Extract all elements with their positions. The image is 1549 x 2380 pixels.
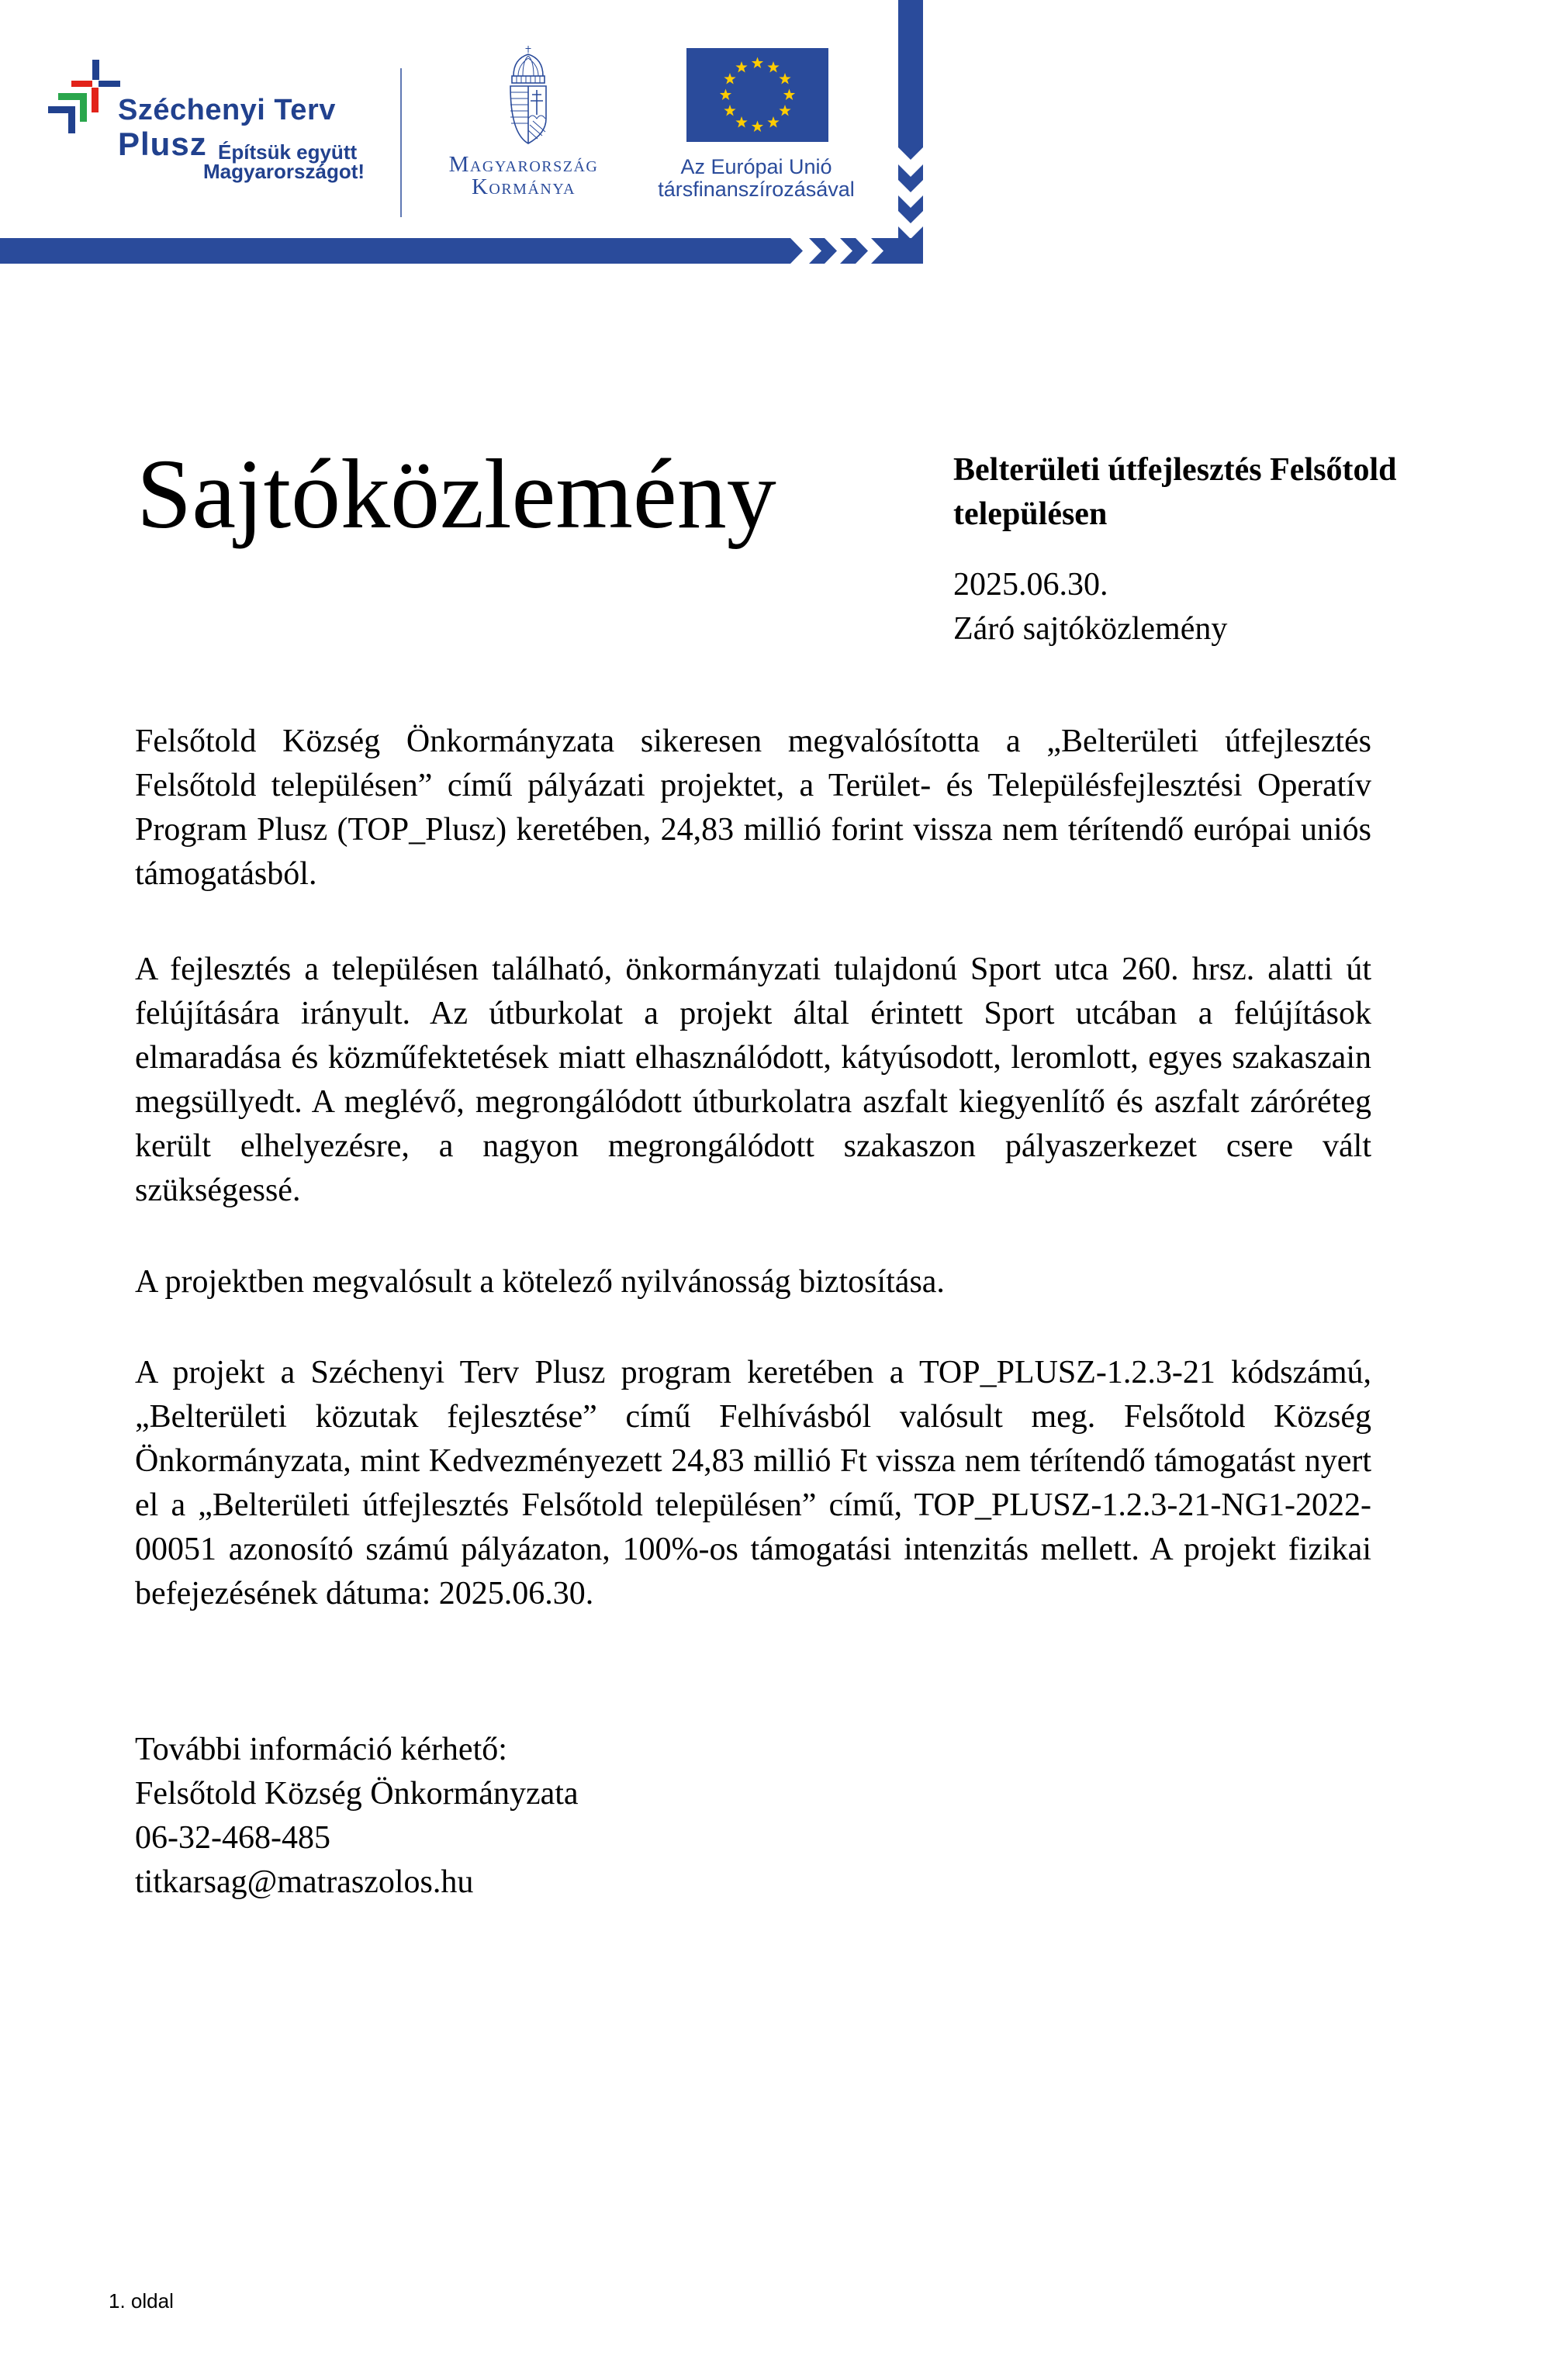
paragraph-details: A fejlesztés a településen található, önkormányzati tulajdonú Sport utca 260. hrsz. alatti út felújítására irányult. Az útburkolat a projekt által érintett Sport utcában a felújítások elmaradása és közműfektetések miatt elhasználódott, kátyúsodott, leromlott, egyes szakaszain megsüllyedt. A meglévő, megrongálódott útburkolatra aszfalt kiegyenlítő és aszfalt záróréteg került elhelyezésre, a nagyon megrongálódott szakaszon pályaszerkezet csere vált szükségessé. xyxy=(135,952,1371,1208)
eu-cofinancing-line2: társfinanszírozásával xyxy=(658,178,855,201)
government-label-line2: Kormánya xyxy=(471,174,576,199)
paragraph-lead: Felsőtold Község Önkormányzata sikeresen megvalósította a „Belterületi útfejlesztés Felsőtold településen” című pályázati projektet, a Terület- és Településfejlesztési Operatív Program Plusz (TOP_Plusz) keretében, 24,83 millió forint vissza nem térítendő európai uniós támogatásból. xyxy=(135,724,1371,892)
contact-organization: Felsőtold Község Önkormányzata xyxy=(135,1776,579,1812)
release-type: Záró sajtóközlemény xyxy=(953,611,1228,647)
contact-block xyxy=(135,1728,579,1905)
page-number-label: 1. oldal xyxy=(109,2289,174,2313)
szechenyi-logo-tagline2: Magyarországot! xyxy=(203,160,365,183)
szechenyi-logo-title-plusz: Plusz xyxy=(118,126,207,162)
szechenyi-logo-title: Széchenyi Terv xyxy=(118,94,336,126)
subject-title: Belterületi útfejlesztés Felsőtold településen xyxy=(953,452,1397,532)
eu-cofinancing-line1: Az Európai Unió xyxy=(680,155,832,178)
paragraph-publicity: A projektben megvalósult a kötelező nyilvánosság biztosítása. xyxy=(135,1264,945,1300)
subject-meta xyxy=(953,563,1481,651)
page-title: Sajtóközlemény xyxy=(137,439,776,549)
chevron-frame-decoration xyxy=(0,0,1549,279)
government-label-line1: Magyarország xyxy=(448,152,599,177)
paragraph-funding: A projekt a Széchenyi Terv Plusz program keretében a TOP_PLUSZ-1.2.3-21 kódszámú, „Belterületi közutak fejlesztése” című Felhívásból valósult meg. Felsőtold Község Önkormányzata, mint Kedvezményezett 24,83 millió Ft vissza nem térítendő támogatást nyert el a „Belterületi útfejlesztés Felsőtold településen” című, TOP_PLUSZ-1.2.3-21-NG1-2022-00051 azonosító számú pályázaton, 100%-os támogatási intenzitás mellett. A projekt fizikai befejezésének dátuma: 2025.06.30. xyxy=(135,1355,1371,1611)
contact-intro: További információ kérhető: xyxy=(135,1732,507,1767)
release-date: 2025.06.30. xyxy=(953,567,1108,603)
contact-email: titkarsag@matraszolos.hu xyxy=(135,1864,474,1900)
contact-phone: 06-32-468-485 xyxy=(135,1820,330,1856)
szechenyi-logo-tagline: Építsük együtt xyxy=(218,140,358,164)
